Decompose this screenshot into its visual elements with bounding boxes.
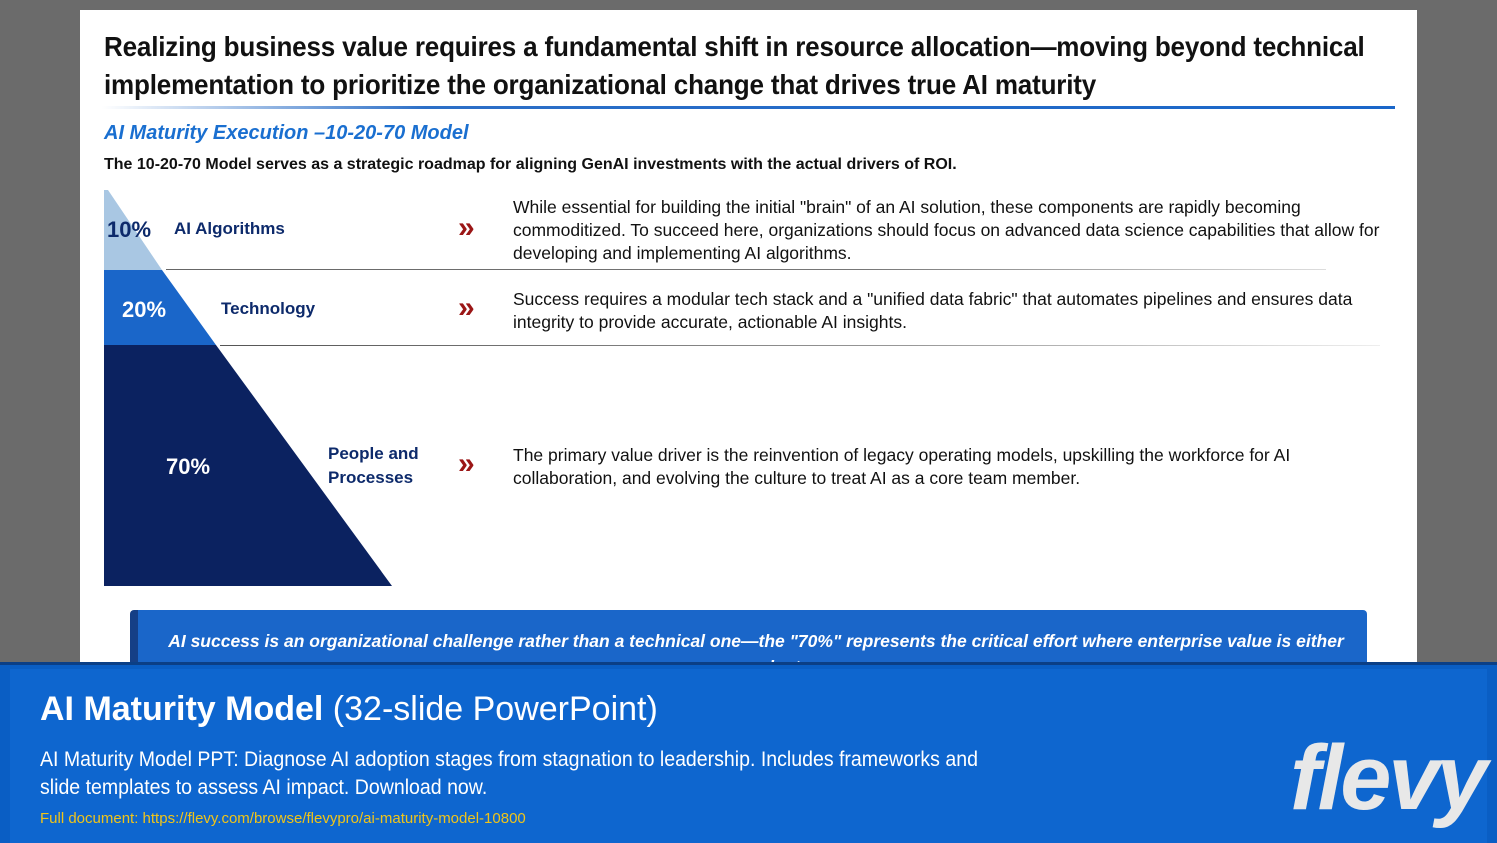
- tier-percent-10: 10%: [107, 217, 152, 242]
- document-link[interactable]: Full document: https://flevy.com/browse/flevypro/ai-maturity-model-10800: [40, 810, 526, 827]
- banner-description: AI Maturity Model PPT: Diagnose AI adoption stages from stagnation to leadership. Includes frameworks and slide templates to assess AI impact. Download now.: [40, 748, 978, 799]
- pyramid-diagram: [104, 190, 404, 590]
- flevy-logo[interactable]: flevy: [1290, 727, 1485, 829]
- chevron-right-icon: »: [458, 447, 469, 480]
- chevron-right-icon: »: [458, 211, 469, 244]
- tier-percent-20: 20%: [122, 297, 167, 322]
- tier-label-algorithms: AI Algorithms: [174, 219, 285, 238]
- slide-title: Realizing business value requires a fundamental shift in resource allocation—moving beyond technical implementation to prioritize the organizational change that drives true AI maturity: [104, 31, 1365, 100]
- title-underline: [102, 106, 1395, 109]
- tier-description-algorithms: While essential for building the initial "brain" of an AI solution, these components are rapidly becoming commoditized. To succeed here, organizations should focus on advanced data science capabilities that allow for developing and implementing AI algorithms.: [513, 197, 1380, 263]
- slide: [80, 10, 1417, 670]
- tier-label-people-processes: People and Processes: [328, 444, 419, 487]
- callout-box: [130, 610, 1367, 670]
- tier-description-technology: Success requires a modular tech stack and a "unified data fabric" that automates pipelines and ensures data integrity to provide accurate, actionable AI insights.: [513, 289, 1353, 332]
- tier-description-people-processes: The primary value driver is the reinvention of legacy operating models, upskilling the workforce for AI collaboration, and evolving the culture to treat AI as a core team member.: [513, 445, 1291, 488]
- callout-text: AI success is an organizational challenge rather than a technical one—the "70%" represents the critical effort where enterprise value is either: [168, 631, 1344, 651]
- slide-subtitle: AI Maturity Execution –10-20-70 Model: [104, 122, 469, 144]
- banner-title-main: AI Maturity Model: [40, 690, 324, 728]
- chevron-right-icon: »: [458, 291, 469, 324]
- banner-title-suffix: (32-slide PowerPoint): [332, 690, 658, 728]
- tier-label-technology: Technology: [221, 299, 316, 318]
- banner-title: [40, 690, 658, 729]
- intro-text: The 10-20-70 Model serves as a strategic roadmap for aligning GenAI investments with the actual drivers of ROI.: [104, 156, 957, 173]
- tier-percent-70: 70%: [166, 454, 211, 479]
- row-separator-1: [166, 269, 1326, 270]
- row-separator-2: [220, 345, 1380, 346]
